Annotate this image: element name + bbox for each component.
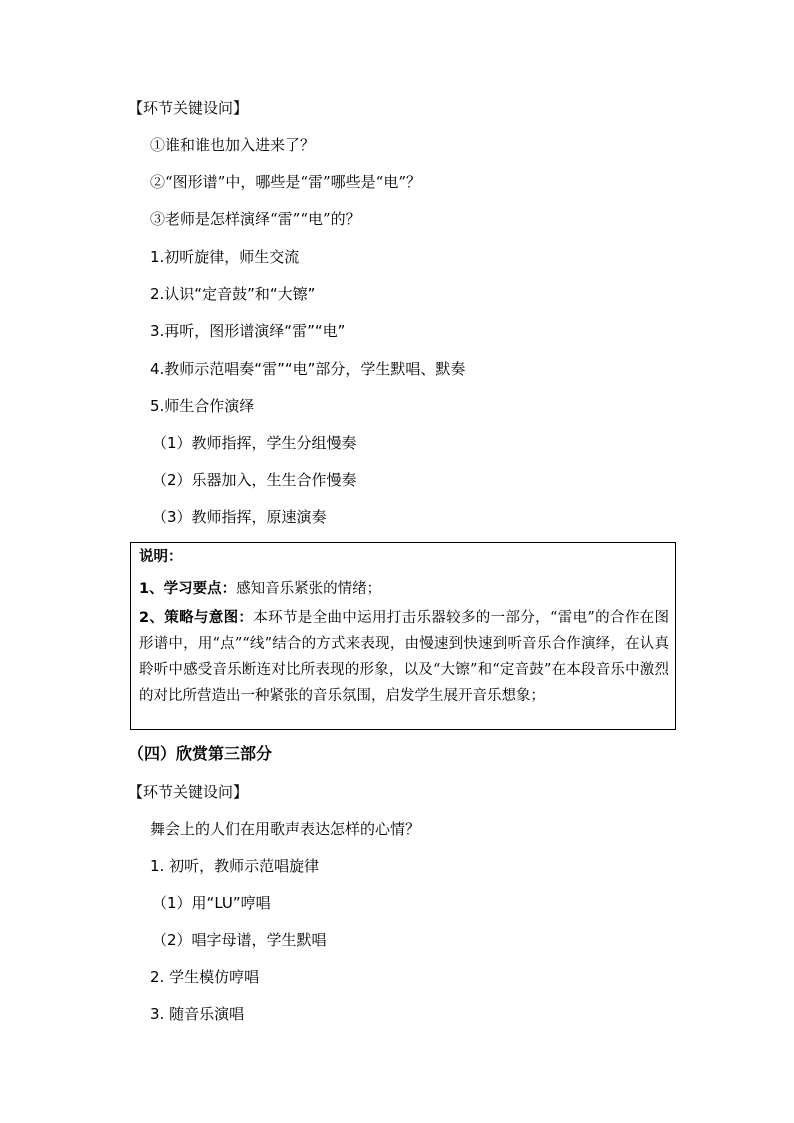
strategy-text: 本环节是全曲中运用打击乐器较多的一部分，“雷电”的合作在图形谱中，用“点”“线”结合的方式来表现，由慢速到快速到听音乐合作演绎，在认真聆听中感受音乐断连对比所表现的形象，以及“大镲”和“定音鼓”在本段音乐中激烈的对比所营造出一种紧张的音乐氛围，启发学生展开音乐想象；	[139, 610, 669, 704]
question-2: ②“图形谱”中，哪些是“雷”哪些是“电”？	[150, 173, 422, 191]
section2-header: 【环节关键设问】	[128, 783, 249, 801]
step-1: 1.初听旋律，师生交流	[150, 248, 300, 266]
substep-2: （2）乐器加入，生生合作慢奏	[152, 471, 357, 489]
learning-point	[139, 579, 381, 599]
section2-item-4: 2. 学生模仿哼唱	[150, 968, 260, 986]
section-title: （四）欣赏第三部分	[128, 744, 273, 763]
learning-point-text: 感知音乐紧张的情绪；	[236, 581, 382, 597]
step-5: 5.师生合作演绎	[150, 397, 255, 415]
step-4: 4.教师示范唱奏“雷”“电”部分，学生默唱、默奏	[150, 360, 466, 378]
substep-1: （1）教师指挥，学生分组慢奏	[152, 434, 357, 452]
question-3: ③老师是怎样演绎“雷”“电”的？	[150, 210, 361, 228]
section2-item-1: 1. 初听，教师示范唱旋律	[150, 857, 320, 875]
section-header: 【环节关键设问】	[128, 99, 249, 117]
substep-3: （3）教师指挥，原速演奏	[152, 508, 327, 526]
section2-item-5: 3. 随音乐演唱	[150, 1005, 245, 1023]
section2-question: 舞会上的人们在用歌声表达怎样的心情？	[150, 820, 421, 838]
question-1: ①谁和谁也加入进来了？	[150, 136, 316, 154]
note-title: 说明：	[139, 549, 183, 565]
learning-point-label: 1、学习要点：	[139, 581, 237, 597]
strategy-label: 2、策略与意图：	[139, 610, 254, 626]
section2-item-3: （2）唱字母谱，学生默唱	[152, 931, 327, 949]
step-2: 2.认识“定音鼓”和“大镲”	[150, 285, 316, 303]
strategy-paragraph	[139, 605, 669, 709]
note-box	[130, 542, 676, 730]
section2-item-2: （1）用“LU”哼唱	[152, 894, 271, 912]
step-3: 3.再听，图形谱演绎“雷”“电”	[150, 322, 346, 340]
